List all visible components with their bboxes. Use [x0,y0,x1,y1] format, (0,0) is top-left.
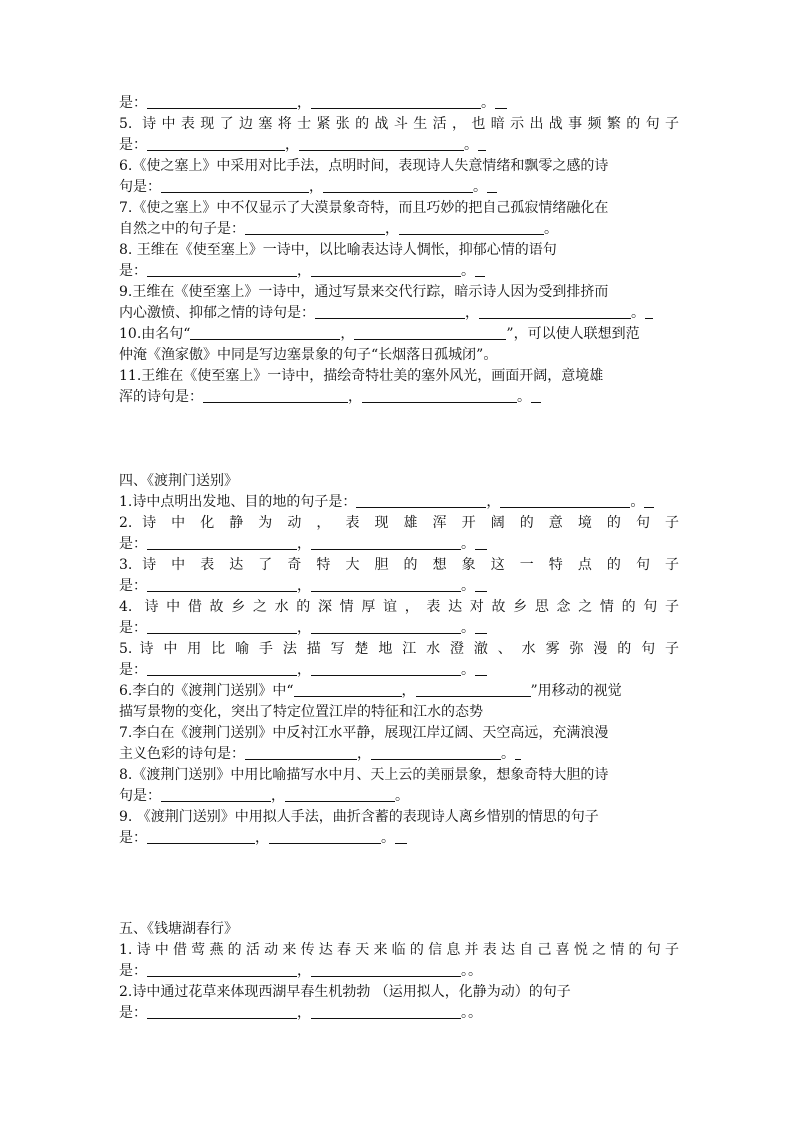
answer-blank[interactable] [475,577,487,592]
answer-blank[interactable] [645,304,653,319]
answer-blank[interactable] [311,619,461,634]
answer-blank[interactable] [311,661,461,676]
answer-blank[interactable] [311,94,481,109]
s4-q3-answer: 是： ， 。 [119,576,679,597]
s4-q9-text: 9. 《渡荆门送别》中用拟人手法，曲折含蓄的表现诗人离乡惜别的情思的句子 [119,809,599,825]
answer-blank[interactable] [531,388,541,403]
s4-q8-answer: 句是： ， 。 [119,788,409,804]
s4-q4-text: 4. 诗中借故乡之水的深情厚谊，表达对故乡思念之情的句子 [119,599,679,615]
s3-q11-answer: 浑的诗句是： ， 。 [119,387,679,408]
s3-q5-text: 5. 诗中表现了边塞将士紧张的战斗生活，也暗示出战事频繁的句子 [119,116,679,132]
answer-blank[interactable] [475,535,487,550]
s5-q2-answer: 是： ， 。。 [119,1005,482,1021]
answer-blank[interactable] [362,388,517,403]
s4-q3-text: 3. 诗 中 表 达 了 奇 特 大 胆 的 想 象 这 一 特 点 的 句 子 [119,557,679,573]
answer-blank[interactable] [147,1004,297,1019]
answer-blank[interactable] [644,493,654,508]
answer-blank[interactable] [147,661,297,676]
answer-blank[interactable] [311,262,461,277]
answer-blank[interactable] [500,493,630,508]
answer-blank[interactable] [311,535,461,550]
s3-q9-answer: 内心激愤、抑郁之情的诗句是： ， 。 [119,303,679,324]
answer-blank[interactable] [395,829,407,844]
s4-q2-text: 2. 诗 中 化 静 为 动 ， 表 现 雄 浑 开 阔 的 意 境 的 句 子 [119,515,679,531]
answer-blank[interactable] [147,619,297,634]
answer-blank[interactable] [495,94,507,109]
s3-q7-text: 7.《使之塞上》中不仅显示了大漠景象奇特，而且巧妙的把自己孤寂情绪融化在 [119,200,609,216]
answer-blank[interactable] [203,388,348,403]
s4-q8-text: 8.《渡荆门送别》中用比喻描写水中月、天上云的美丽景象，想象奇特大胆的诗 [119,767,609,783]
answer-blank[interactable] [299,136,464,151]
answer-blank[interactable] [245,220,385,235]
answer-blank[interactable] [356,493,486,508]
answer-blank[interactable] [294,682,402,697]
s3-q11-text: 11.王维在《使至塞上》一诗中，描绘奇特壮美的塞外风光，画面开阔，意境雄 [119,368,604,384]
s4-q4-answer: 是： ， 。 [119,618,679,639]
answer-blank[interactable] [161,787,271,802]
answer-blank[interactable] [147,535,297,550]
answer-blank[interactable] [354,325,506,340]
s3-q6-text: 6.《使之塞上》中采用对比手法，点明时间，表现诗人失意情绪和飘零之感的诗 [119,158,609,174]
answer-blank[interactable] [147,962,297,977]
answer-blank[interactable] [147,829,255,844]
s3-line-0: 是： ， 。 [119,93,679,114]
answer-blank[interactable] [475,262,485,277]
s3-q10-text: 10.由名句“ ， ”，可以使人联想到范 [119,326,640,342]
s3-q7-answer: 自然之中的句子是： ， 。 [119,221,558,237]
answer-blank[interactable] [399,220,544,235]
s4-q6-text-2: 描写景物的变化，突出了特定位置江岸的特征和江水的态势 [119,704,483,720]
s3-q6-answer: 句是： ， 。 [119,177,679,198]
answer-blank[interactable] [478,136,486,151]
answer-blank[interactable] [245,745,357,760]
answer-blank[interactable] [285,787,395,802]
answer-blank[interactable] [311,577,461,592]
s3-q9-text: 9.王维在《使至塞上》一诗中，通过写景来交代行踪，暗示诗人因为受到排挤而 [119,284,609,300]
answer-blank[interactable] [479,304,631,319]
answer-blank[interactable] [323,178,473,193]
answer-blank[interactable] [515,745,521,760]
answer-blank[interactable] [311,1004,461,1019]
answer-blank[interactable] [190,325,340,340]
answer-blank[interactable] [269,829,381,844]
answer-blank[interactable] [475,619,487,634]
s4-q2-answer: 是： ， 。 [119,534,679,555]
answer-blank[interactable] [311,962,461,977]
answer-blank[interactable] [147,262,297,277]
answer-blank[interactable] [147,136,285,151]
answer-blank[interactable] [161,178,309,193]
answer-blank[interactable] [487,178,497,193]
answer-blank[interactable] [416,682,531,697]
s3-q8-answer: 是： ， 。 [119,261,679,282]
answer-blank[interactable] [147,577,297,592]
answer-blank[interactable] [147,94,297,109]
s4-q7-answer: 主义色彩的诗句是： ， 。 [119,744,679,765]
s4-q1: 1.诗中点明出发地、目的地的句子是： ， 。 [119,492,679,513]
section-title-5: 五、《钱塘湖春行》 [119,921,238,937]
answer-blank[interactable] [315,304,465,319]
s5-q1-answer: 是： ， 。。 [119,963,482,979]
s4-q9-answer: 是： ， 。 [119,828,679,849]
s5-q1-text: 1.诗中借莺燕的活动来传达春天来临的信息并表达自己喜悦之情的句子 [119,942,679,958]
s3-q8-text: 8. 王维在《使至塞上》一诗中，以比喻表达诗人惆怅，抑郁心情的语句 [119,242,557,258]
answer-blank[interactable] [475,661,487,676]
s4-q7-text: 7.李白在《渡荆门送别》中反衬江水平静，展现江岸辽阔、天空高远，充满浪漫 [119,725,609,741]
worksheet-page [119,93,679,1024]
s3-q10-text-2: 仲淹《渔家傲》中同是写边塞景象的句子“长烟落日孤城闭”。 [119,347,498,363]
s4-q5-text: 5. 诗 中 用 比 喻 手 法 描 写 楚 地 江 水 澄 澈 、 水 雾 弥 漫 的 句 子 [119,641,679,657]
s4-q5-answer: 是： ， 。 [119,660,679,681]
section-title-4: 四、《渡荆门送别》 [119,473,238,489]
answer-blank[interactable] [371,745,501,760]
s3-q5-answer: 是： ， 。 [119,135,679,156]
s5-q2-text: 2.诗中通过花草来体现西湖早春生机勃勃 （运用拟人，化静为动）的句子 [119,984,571,1000]
s4-q6-text: 6.李白的《渡荆门送别》中“ ， ”用移动的视觉 [119,683,622,699]
